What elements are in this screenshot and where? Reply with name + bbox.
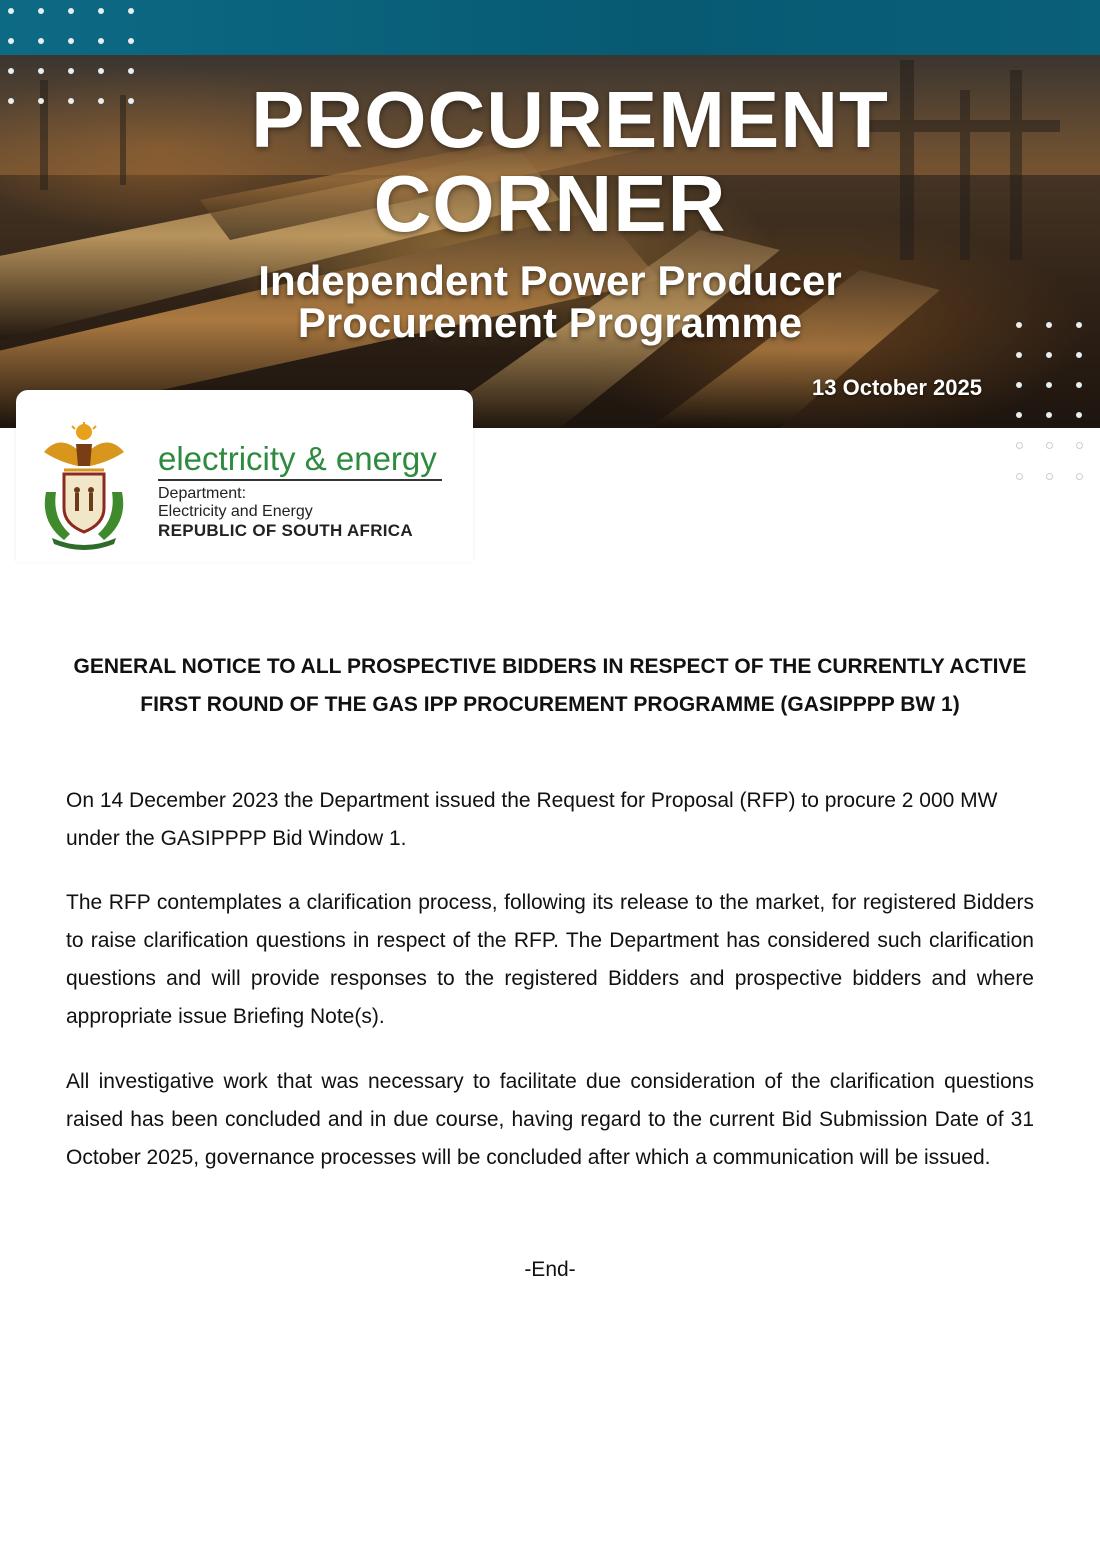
- department-label: Department:: [158, 485, 247, 502]
- country-name: REPUBLIC OF SOUTH AFRICA: [158, 521, 413, 540]
- notice-paragraph-3: All investigative work that was necessary to facilitate due consideration of the clarification questions raised has been concluded and in due course, having regard to the current Bid Submission Date of 31 October 2025, governance processes will be concluded after which a communication will be issued.: [66, 1070, 1034, 1169]
- decorative-dot-grid-right: [1016, 322, 1082, 480]
- notice-paragraph-2: The RFP contemplates a clarification process, following its release to the market, for registered Bidders to raise clarification questions in respect of the RFP. The Department has considered such clarification questions and will provide responses to the registered Bidders and prospective bidders and where appropriate issue Briefing Note(s).: [66, 891, 1034, 1028]
- department-logo-card: [16, 390, 473, 562]
- banner-subtitle-line2: Procurement Programme: [297, 299, 803, 346]
- department-full-name: Electricity and Energy: [158, 503, 313, 520]
- banner-date: 13 October 2025: [812, 375, 982, 400]
- brand-underline: [158, 479, 442, 481]
- notice-heading: GENERAL NOTICE TO ALL PROSPECTIVE BIDDERS IN RESPECT OF THE CURRENTLY ACTIVE FIRST ROUND OF THE GAS IPP PROCUREMENT PROGRAMME (GASIPPPP BW 1): [73, 655, 1027, 716]
- notice-paragraph-1: On 14 December 2023 the Department issued the Request for Proposal (RFP) to procure 2 000 MW under the GASIPPPP Bid Window 1.: [66, 789, 998, 850]
- banner-subtitle-line1: Independent Power Producer: [258, 257, 842, 304]
- banner-title-line1: PROCUREMENT: [251, 75, 889, 164]
- department-brand-name: electricity & energy: [158, 440, 437, 477]
- coat-of-arms-icon: [34, 422, 134, 550]
- teal-header-bar: [0, 0, 1100, 55]
- procurement-corner-banner: [0, 0, 1100, 428]
- banner-title-line2: CORNER: [373, 159, 727, 248]
- notice-end-marker: -End-: [524, 1258, 576, 1281]
